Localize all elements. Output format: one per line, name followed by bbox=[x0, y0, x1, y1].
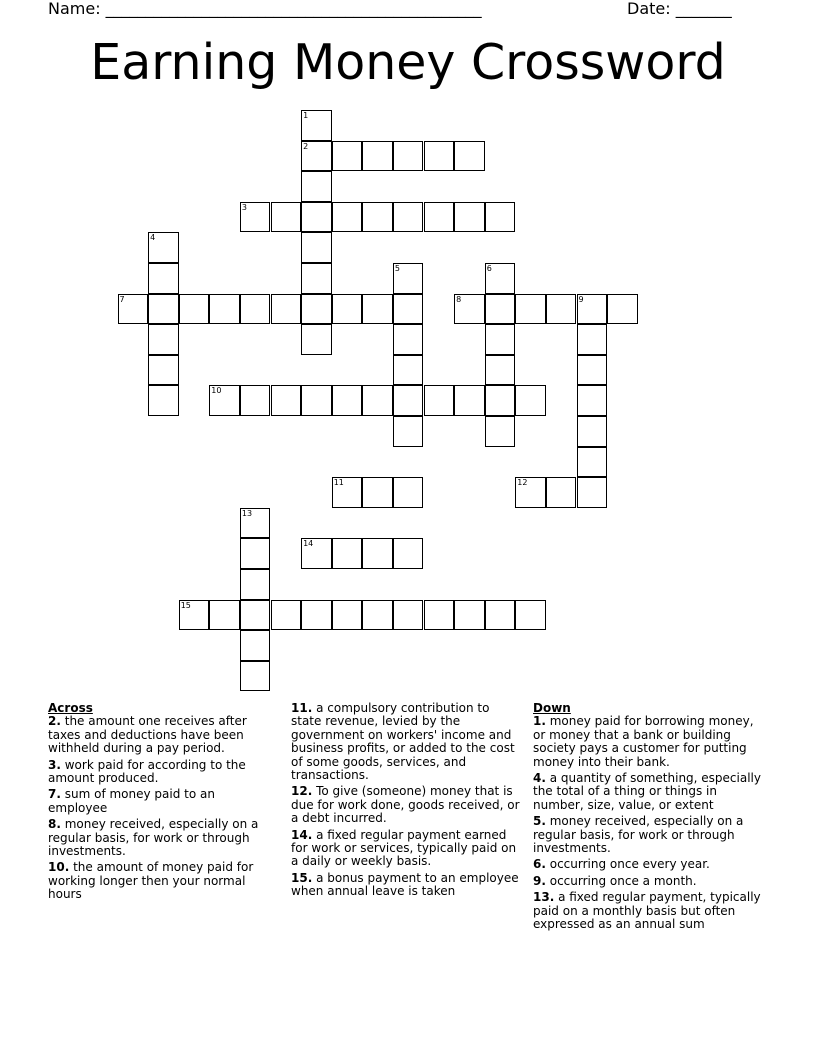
clue-text: work paid for according to the amount produced. bbox=[48, 757, 246, 786]
clue-text: a bonus payment to an employee when annual leave is taken bbox=[291, 870, 519, 899]
grid-cell[interactable] bbox=[240, 385, 271, 416]
grid-cell[interactable] bbox=[148, 324, 179, 355]
clue-text: occurring once a month. bbox=[545, 873, 697, 888]
across-clues-continued-column bbox=[291, 702, 523, 902]
grid-cell[interactable] bbox=[362, 202, 393, 233]
grid-cell[interactable] bbox=[393, 202, 424, 233]
grid-cell[interactable] bbox=[209, 294, 240, 325]
grid-cell[interactable] bbox=[424, 385, 455, 416]
across-clue-list bbox=[48, 715, 272, 901]
grid-cell[interactable] bbox=[271, 202, 302, 233]
clue-text: money paid for borrowing money, or money that a bank or building society pays a customer for putting money into their bank. bbox=[533, 714, 754, 769]
cell-number: 2 bbox=[303, 141, 309, 151]
clue-text: sum of money paid to an employee bbox=[48, 787, 215, 815]
grid-cell[interactable] bbox=[148, 355, 179, 386]
clue-number: 7. bbox=[48, 787, 61, 802]
cell-number: 13 bbox=[241, 508, 253, 518]
grid-cell[interactable] bbox=[332, 294, 363, 325]
grid-cell[interactable] bbox=[393, 355, 424, 386]
grid-cell[interactable] bbox=[515, 600, 546, 631]
grid-cell[interactable] bbox=[454, 600, 485, 631]
clue-number: 2. bbox=[48, 714, 61, 729]
grid-cell[interactable] bbox=[607, 294, 638, 325]
clue-number: 15. bbox=[291, 870, 313, 885]
grid-cell[interactable] bbox=[332, 477, 363, 508]
grid-cell[interactable] bbox=[393, 294, 424, 325]
grid-cell[interactable] bbox=[393, 477, 424, 508]
clue-item bbox=[533, 815, 767, 855]
grid-cell[interactable] bbox=[393, 263, 424, 294]
grid-cell[interactable] bbox=[485, 416, 516, 447]
clue-number: 1. bbox=[533, 714, 546, 729]
grid-cell[interactable] bbox=[209, 600, 240, 631]
grid-cell[interactable] bbox=[362, 600, 393, 631]
grid-cell[interactable] bbox=[577, 324, 608, 355]
clue-item bbox=[533, 715, 767, 769]
clue-text: a fixed regular payment earned for work or services, typically paid on a daily or weekly basis. bbox=[291, 827, 517, 869]
grid-cell[interactable] bbox=[454, 141, 485, 172]
clue-text: money received, especially on a regular basis, for work or through investments. bbox=[533, 814, 744, 856]
clue-text: occurring once every year. bbox=[545, 857, 710, 872]
grid-cell[interactable] bbox=[485, 385, 516, 416]
clue-item bbox=[533, 858, 767, 871]
grid-cell[interactable] bbox=[301, 263, 332, 294]
grid-cell[interactable] bbox=[301, 538, 332, 569]
grid-cell[interactable] bbox=[577, 447, 608, 478]
grid-cell[interactable] bbox=[301, 171, 332, 202]
grid-cell[interactable] bbox=[485, 324, 516, 355]
grid-cell[interactable] bbox=[332, 141, 363, 172]
grid-cell[interactable] bbox=[148, 232, 179, 263]
grid-cell[interactable] bbox=[454, 294, 485, 325]
grid-cell[interactable] bbox=[577, 294, 608, 325]
across-clues-column bbox=[48, 702, 272, 905]
grid-cell[interactable] bbox=[301, 385, 332, 416]
cell-number: 7 bbox=[119, 294, 125, 304]
grid-cell[interactable] bbox=[332, 385, 363, 416]
clue-number: 12. bbox=[291, 784, 313, 799]
grid-cell[interactable] bbox=[393, 141, 424, 172]
grid-cell[interactable] bbox=[362, 385, 393, 416]
grid-cell[interactable] bbox=[577, 416, 608, 447]
cell-number: 15 bbox=[180, 600, 191, 610]
grid-cell[interactable] bbox=[240, 294, 271, 325]
cell-number: 3 bbox=[241, 202, 247, 212]
clue-item bbox=[48, 759, 272, 786]
clue-item bbox=[533, 875, 767, 888]
clue-text: money received, especially on a regular basis, for work or through investments. bbox=[48, 817, 259, 859]
grid-cell[interactable] bbox=[362, 477, 393, 508]
clue-text: a fixed regular payment, typically paid on a monthly basis but often expressed as an annual sum bbox=[533, 890, 761, 932]
down-clue-list bbox=[533, 715, 767, 931]
across-heading: Across bbox=[48, 701, 93, 715]
cell-number: 8 bbox=[456, 294, 462, 304]
grid-cell[interactable] bbox=[515, 294, 546, 325]
grid-cell[interactable] bbox=[332, 538, 363, 569]
clue-number: 11. bbox=[291, 701, 313, 715]
name-field-label: Name: _______________________________________________ bbox=[48, 0, 482, 18]
clue-item bbox=[291, 829, 523, 869]
grid-cell[interactable] bbox=[301, 141, 332, 172]
down-heading: Down bbox=[533, 701, 571, 715]
clue-text: the amount one receives after taxes and deductions have been withheld during a pay period. bbox=[48, 714, 247, 756]
grid-cell[interactable] bbox=[393, 416, 424, 447]
grid-cell[interactable] bbox=[362, 294, 393, 325]
grid-cell[interactable] bbox=[301, 294, 332, 325]
grid-cell[interactable] bbox=[271, 600, 302, 631]
grid-cell[interactable] bbox=[301, 324, 332, 355]
cell-number: 10 bbox=[211, 386, 222, 396]
grid-cell[interactable] bbox=[148, 385, 179, 416]
grid-cell[interactable] bbox=[577, 477, 608, 508]
grid-cell[interactable] bbox=[271, 294, 302, 325]
clue-item bbox=[291, 702, 523, 782]
page-title: Earning Money Crossword bbox=[90, 34, 726, 91]
grid-cell[interactable] bbox=[393, 385, 424, 416]
clue-number: 4. bbox=[533, 771, 546, 786]
clue-number: 3. bbox=[48, 757, 61, 772]
grid-cell[interactable] bbox=[301, 232, 332, 263]
down-clues-column bbox=[533, 702, 767, 935]
grid-cell[interactable] bbox=[209, 385, 240, 416]
clue-number: 6. bbox=[533, 857, 546, 872]
grid-cell[interactable] bbox=[485, 600, 516, 631]
grid-cell[interactable] bbox=[515, 385, 546, 416]
grid-cell[interactable] bbox=[577, 355, 608, 386]
grid-cell[interactable] bbox=[362, 141, 393, 172]
clue-number: 5. bbox=[533, 814, 546, 829]
clue-item bbox=[533, 891, 767, 931]
clue-number: 14. bbox=[291, 827, 313, 842]
cell-number: 6 bbox=[486, 264, 492, 273]
grid-cell[interactable] bbox=[148, 294, 179, 325]
clue-text: To give (someone) money that is due for work done, goods received, or a debt incurred. bbox=[291, 784, 520, 826]
grid-cell[interactable] bbox=[118, 294, 149, 325]
clue-item bbox=[291, 785, 523, 825]
grid-cell[interactable] bbox=[424, 600, 455, 631]
grid-cell[interactable] bbox=[424, 202, 455, 233]
grid-cell[interactable] bbox=[393, 538, 424, 569]
cell-number: 4 bbox=[150, 233, 156, 243]
grid-cell[interactable] bbox=[240, 508, 271, 539]
clue-item bbox=[48, 818, 272, 858]
clue-text: the amount of money paid for working longer then your normal hours bbox=[48, 860, 254, 902]
grid-cell[interactable] bbox=[179, 600, 210, 631]
clue-number: 10. bbox=[48, 860, 70, 875]
grid-cell[interactable] bbox=[362, 538, 393, 569]
grid-cell[interactable] bbox=[485, 294, 516, 325]
grid-cell[interactable] bbox=[393, 600, 424, 631]
grid-cell[interactable] bbox=[393, 324, 424, 355]
clue-item bbox=[533, 772, 767, 812]
grid-cell[interactable] bbox=[240, 630, 271, 661]
grid-cell[interactable] bbox=[301, 110, 332, 141]
grid-cell[interactable] bbox=[485, 202, 516, 233]
grid-cell[interactable] bbox=[240, 600, 271, 631]
grid-cell[interactable] bbox=[179, 294, 210, 325]
clue-item bbox=[291, 872, 523, 899]
clue-number: 13. bbox=[533, 890, 555, 905]
clue-text: a quantity of something, especially the total of a thing or things in number, size, value, or extent bbox=[533, 771, 761, 812]
clue-text: a compulsory contribution to state revenue, levied by the government on workers' income and business profits, or added to the cost of some goods, services, and transactions. bbox=[291, 701, 515, 783]
grid-cell[interactable] bbox=[301, 202, 332, 233]
grid-cell[interactable] bbox=[546, 477, 577, 508]
grid-cell[interactable] bbox=[577, 385, 608, 416]
cell-number: 9 bbox=[578, 294, 584, 304]
grid-cell[interactable] bbox=[240, 661, 271, 692]
grid-cell[interactable] bbox=[454, 385, 485, 416]
grid-cell[interactable] bbox=[240, 569, 271, 600]
clue-item bbox=[48, 715, 272, 755]
grid-cell[interactable] bbox=[515, 477, 546, 508]
cell-number: 1 bbox=[303, 111, 309, 120]
cell-number: 12 bbox=[517, 478, 528, 488]
clue-item bbox=[48, 861, 272, 901]
cell-number: 5 bbox=[394, 264, 400, 273]
grid-cell[interactable] bbox=[424, 141, 455, 172]
clue-item bbox=[48, 788, 272, 815]
grid-cell[interactable] bbox=[332, 600, 363, 631]
grid-cell[interactable] bbox=[485, 263, 516, 294]
grid-cell[interactable] bbox=[546, 294, 577, 325]
clue-number: 8. bbox=[48, 817, 61, 832]
grid-cell[interactable] bbox=[240, 202, 271, 233]
grid-cell[interactable] bbox=[301, 600, 332, 631]
date-field-label: Date: _______ bbox=[627, 0, 732, 18]
grid-cell[interactable] bbox=[485, 355, 516, 386]
grid-cell[interactable] bbox=[454, 202, 485, 233]
grid-cell[interactable] bbox=[332, 202, 363, 233]
grid-cell[interactable] bbox=[240, 538, 271, 569]
clue-number: 9. bbox=[533, 873, 546, 888]
cell-number: 11 bbox=[333, 478, 344, 488]
cell-number: 14 bbox=[303, 539, 314, 549]
grid-cell[interactable] bbox=[271, 385, 302, 416]
grid-cell[interactable] bbox=[148, 263, 179, 294]
across-clue-list-continued bbox=[291, 702, 523, 899]
